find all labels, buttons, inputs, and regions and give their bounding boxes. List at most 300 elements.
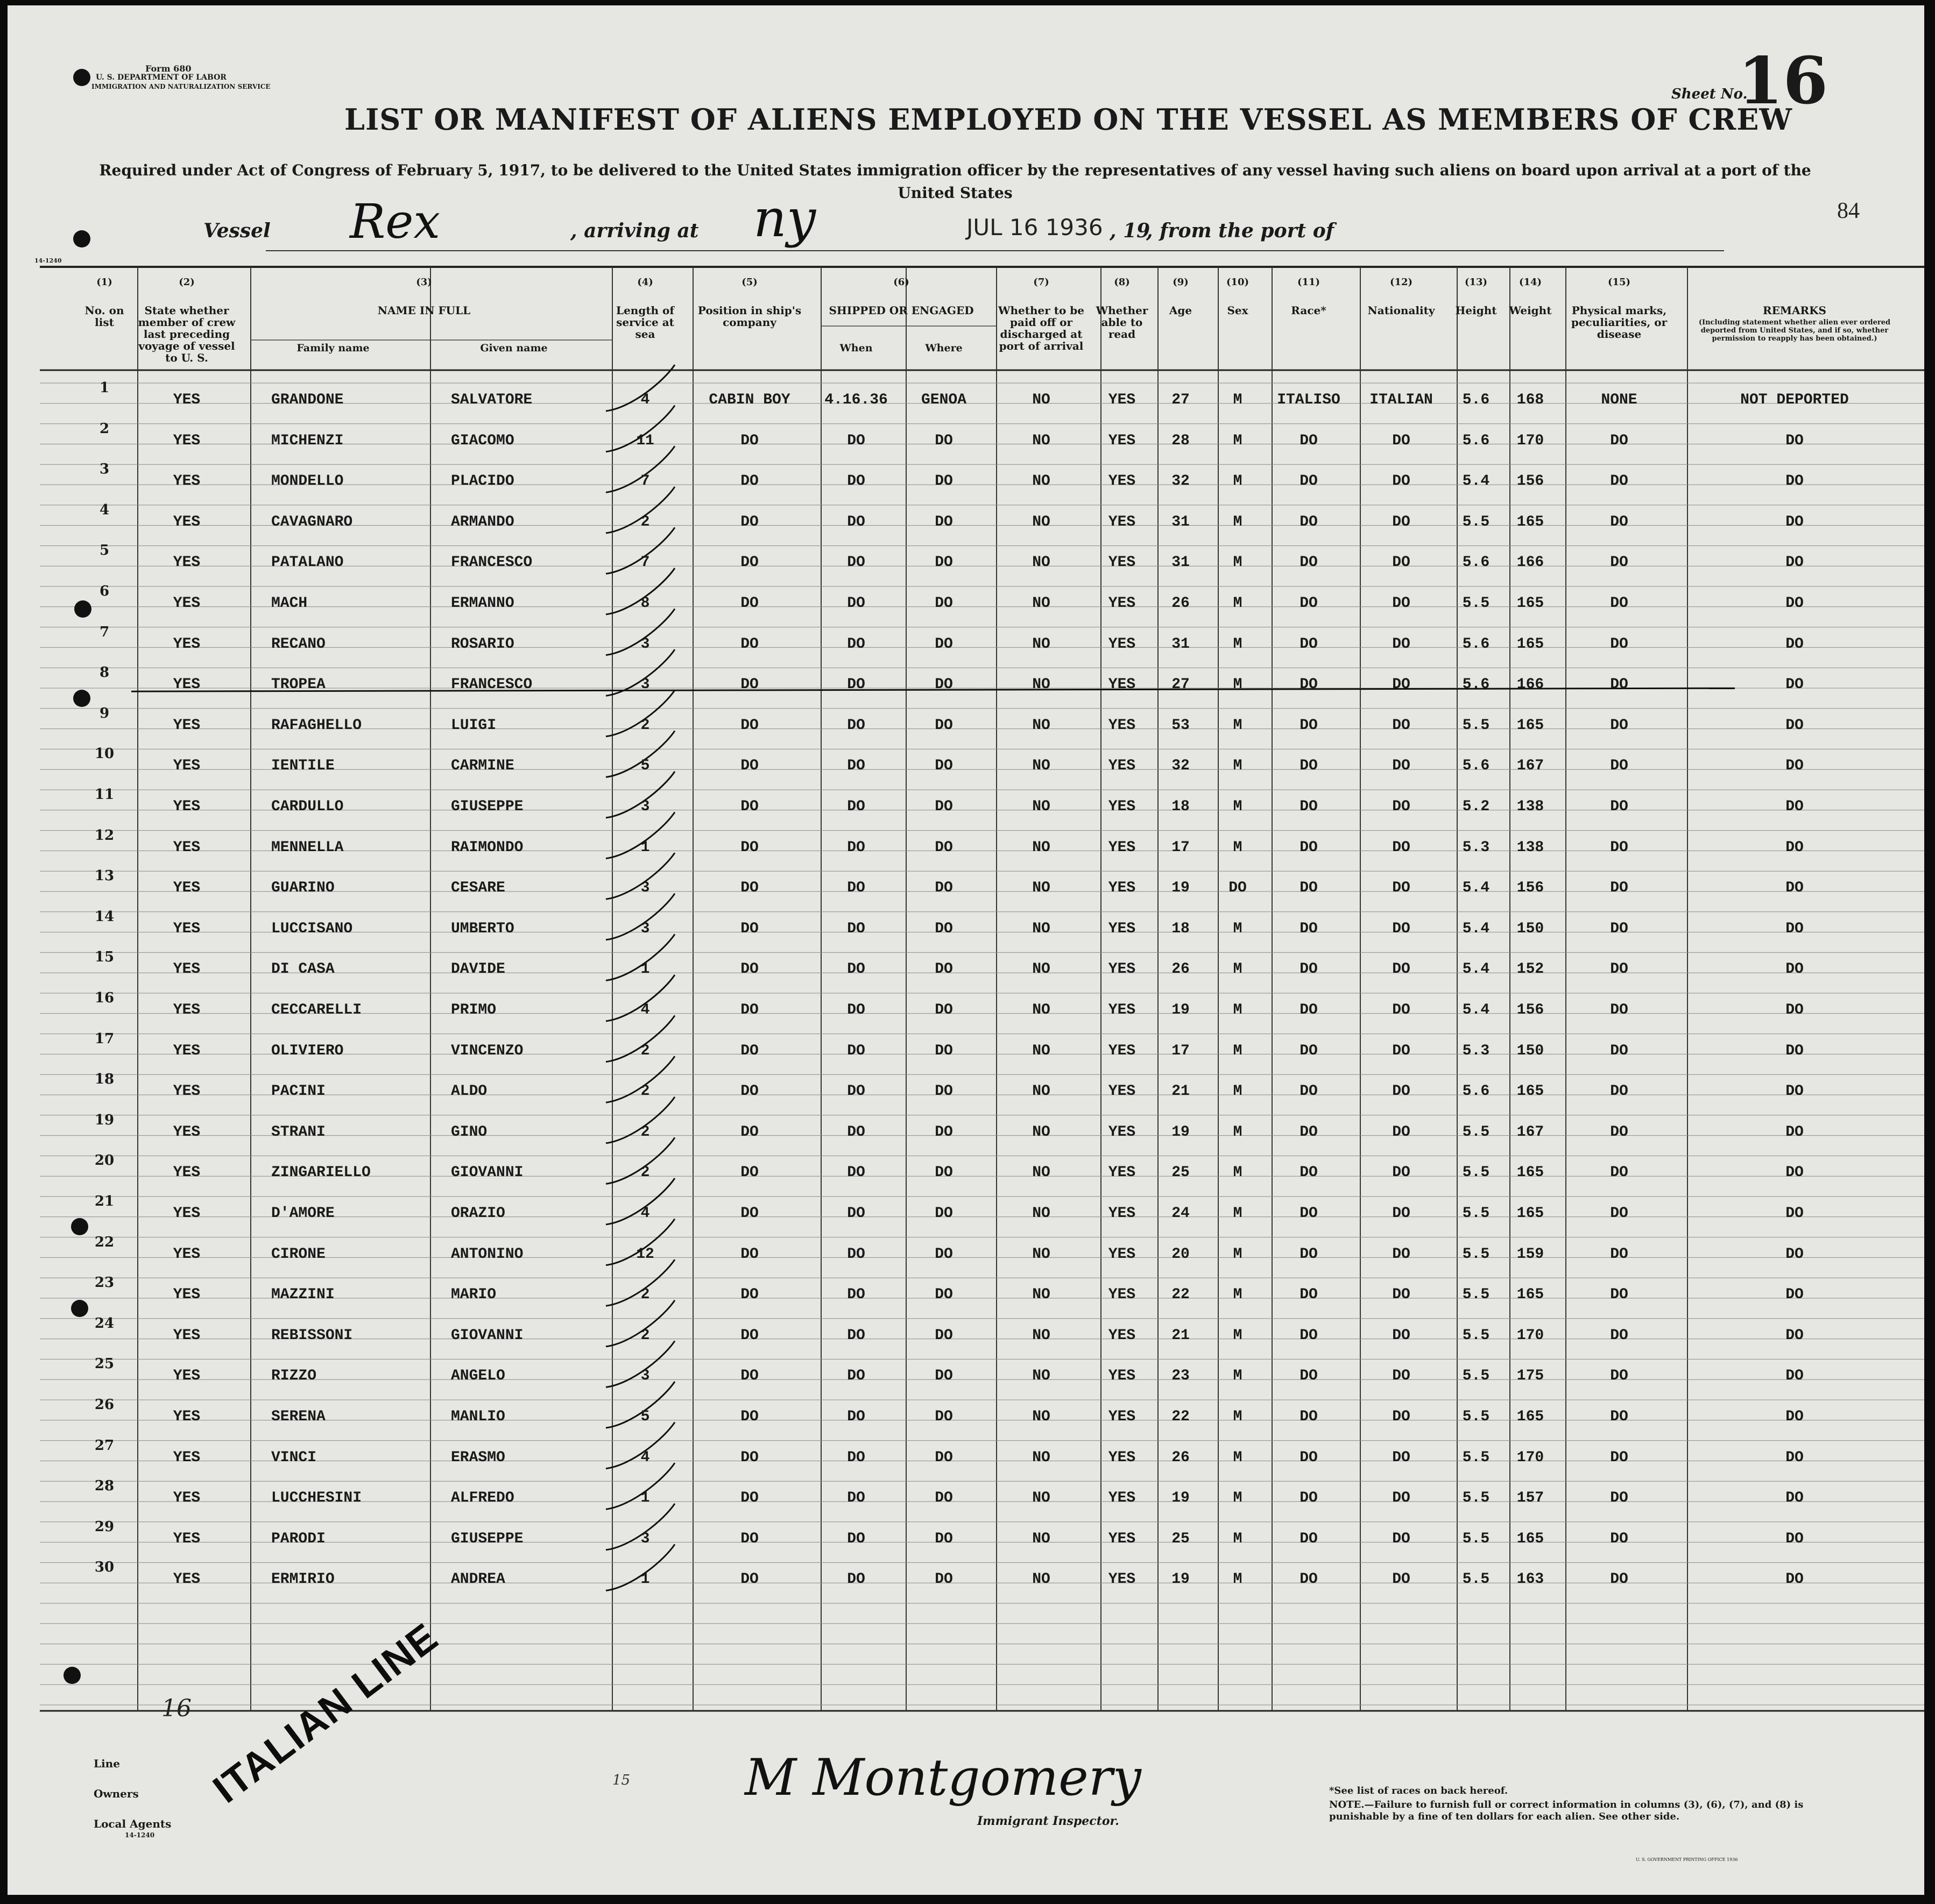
column-header: Whether to be paid off or discharged at port of arrival [998, 304, 1084, 352]
table-cell: 3 [640, 1530, 650, 1547]
table-cell: M [1233, 432, 1242, 449]
table-cell: M [1233, 839, 1242, 856]
table-cell: ORAZIO [451, 1205, 505, 1222]
table-cell: YES [173, 432, 201, 449]
table-cell: DO [847, 1490, 865, 1507]
row-number: 2 [99, 420, 110, 437]
table-cell: DO [847, 1408, 865, 1425]
inspector-label: Immigrant Inspector. [977, 1814, 1119, 1828]
table-cell: YES [1108, 1002, 1136, 1018]
table-cell: DO [1785, 839, 1804, 856]
table-cell: DO [1392, 1327, 1410, 1344]
table-cell: 5.5 [1462, 1205, 1490, 1222]
table-cell: DO [740, 1368, 759, 1385]
table-cell: DO [1392, 554, 1410, 571]
table-cell: MICHENZI [271, 432, 344, 449]
table-cell: 170 [1516, 1327, 1544, 1344]
table-cell: 4 [640, 1449, 650, 1466]
table-cell: DO [1300, 554, 1318, 571]
column-number: (14) [1519, 277, 1542, 288]
table-cell: DO [935, 1408, 953, 1425]
table-cell: DO [1300, 1530, 1318, 1547]
table-cell: 2 [640, 1083, 650, 1100]
table-cell: YES [1108, 1530, 1136, 1547]
table-cell: 4 [640, 392, 650, 408]
table-cell: REBISSONI [271, 1327, 353, 1344]
table-cell: M [1233, 1449, 1242, 1466]
table-cell: DO [935, 1490, 953, 1507]
table-cell: YES [1108, 839, 1136, 856]
table-cell: DO [1392, 961, 1410, 978]
table-cell: YES [1108, 1327, 1136, 1344]
table-cell: 53 [1171, 717, 1190, 734]
table-cell: RIZZO [271, 1368, 317, 1385]
table-cell: 5.5 [1462, 1408, 1490, 1425]
table-cell: YES [1108, 1368, 1136, 1385]
table-cell: OLIVIERO [271, 1042, 344, 1059]
table-cell: DO [740, 1286, 759, 1304]
table-cell: VINCENZO [451, 1042, 524, 1059]
table-cell: DO [935, 1083, 953, 1100]
table-cell: DO [740, 1123, 759, 1141]
table-cell: NO [1032, 1123, 1050, 1141]
table-cell: DO [1785, 473, 1804, 490]
owners-label: Owners [94, 1787, 139, 1800]
table-cell: DO [935, 513, 953, 530]
table-cell: 5.6 [1462, 676, 1490, 693]
table-cell: M [1233, 473, 1242, 490]
row-number: 30 [94, 1559, 115, 1576]
column-header: State whether member of crew last preceding voyage of vessel to U. S. [138, 304, 236, 364]
table-cell: DO [935, 473, 953, 490]
table-cell: YES [1108, 432, 1136, 449]
table-cell: DO [847, 513, 865, 530]
sheet-label: Sheet No. [1671, 86, 1748, 102]
table-cell: DO [740, 1083, 759, 1100]
table-cell: 19 [1171, 1490, 1190, 1507]
table-cell: ALFREDO [451, 1490, 514, 1507]
table-cell: DO [1610, 1245, 1628, 1263]
form-department: U. S. DEPARTMENT OF LABOR [96, 73, 227, 82]
table-cell: M [1233, 1571, 1242, 1588]
table-cell: 5.2 [1462, 798, 1490, 815]
table-cell: GIOVANNI [451, 1164, 524, 1181]
table-cell: 166 [1516, 676, 1544, 693]
table-cell: DO [1610, 961, 1628, 978]
table-cell: 21 [1171, 1327, 1190, 1344]
binder-hole [73, 690, 90, 707]
table-cell: 32 [1171, 473, 1190, 490]
table-cell: YES [173, 1327, 201, 1344]
table-cell: M [1233, 1205, 1242, 1222]
table-cell: DO [1610, 595, 1628, 612]
table-cell: DO [1392, 717, 1410, 734]
local-agents-label: Local Agents [94, 1817, 172, 1830]
table-cell: DO [847, 1530, 865, 1547]
table-cell: YES [1108, 920, 1136, 937]
table-cell: 165 [1516, 1083, 1544, 1100]
row-number: 7 [99, 624, 110, 640]
table-cell: DO [1300, 961, 1318, 978]
table-cell: DO [935, 880, 953, 897]
table-cell: DO [847, 676, 865, 693]
table-cell: 26 [1171, 1449, 1190, 1466]
table-cell: 167 [1516, 1123, 1544, 1141]
column-header: Physical marks, peculiarities, or disease [1571, 304, 1668, 341]
table-cell: DO [847, 1245, 865, 1263]
binder-hole [73, 69, 90, 86]
row-number: 9 [99, 705, 110, 721]
table-cell: 19 [1171, 880, 1190, 897]
table-cell: YES [173, 1245, 201, 1263]
table-cell: 5.6 [1462, 432, 1490, 449]
page-title: LIST OR MANIFEST OF ALIENS EMPLOYED ON THE VESSEL AS MEMBERS OF CREW [344, 102, 1793, 137]
table-cell: DO [740, 432, 759, 449]
table-cell: CARDULLO [271, 798, 344, 815]
table-cell: 165 [1516, 1286, 1544, 1304]
table-cell: 5.4 [1462, 880, 1490, 897]
table-cell: DO [1610, 432, 1628, 449]
table-cell: 11 [636, 432, 654, 449]
table-cell: DO [740, 1449, 759, 1466]
table-cell: 5.5 [1462, 1368, 1490, 1385]
row-number: 16 [94, 990, 115, 1006]
column-header: Height [1455, 304, 1497, 317]
table-cell: ERMANNO [451, 595, 514, 612]
table-cell: DO [1300, 1245, 1318, 1263]
table-cell: DO [1785, 554, 1804, 571]
table-cell: 159 [1516, 1245, 1544, 1263]
column-number: (15) [1607, 277, 1631, 288]
table-cell: DO [1610, 473, 1628, 490]
table-cell: 4 [640, 1002, 650, 1018]
table-cell: 5.4 [1462, 920, 1490, 937]
table-cell: M [1233, 1530, 1242, 1547]
table-cell: DO [1610, 1368, 1628, 1385]
table-cell: ANDREA [451, 1571, 505, 1588]
table-cell: 5.5 [1462, 1286, 1490, 1304]
table-cell: NO [1032, 758, 1050, 775]
table-cell: 150 [1516, 920, 1544, 937]
table-cell: NO [1032, 513, 1050, 530]
table-cell: YES [173, 1042, 201, 1059]
table-cell: 156 [1516, 1002, 1544, 1018]
row-number: 10 [94, 746, 115, 762]
table-cell: 5.5 [1462, 1327, 1490, 1344]
row-number: 12 [94, 827, 115, 844]
column-header: NAME IN FULL [377, 304, 471, 317]
table-cell: 1 [640, 1490, 650, 1507]
table-cell: DI CASA [271, 961, 335, 978]
table-cell: DO [935, 1123, 953, 1141]
table-cell: DO [1300, 1449, 1318, 1466]
inspector-signature: M Montgomery [745, 1749, 1141, 1807]
table-cell: DO [1300, 758, 1318, 775]
table-cell: DO [847, 1042, 865, 1059]
table-cell: DO [1392, 1042, 1410, 1059]
table-cell: DO [740, 717, 759, 734]
table-cell: YES [173, 1408, 201, 1425]
table-cell: DO [740, 798, 759, 815]
manifest-sheet [8, 5, 1924, 1895]
table-cell: DO [1785, 676, 1804, 693]
row-number: 18 [94, 1071, 115, 1088]
table-cell: MAZZINI [271, 1286, 335, 1304]
column-number: (12) [1389, 277, 1413, 288]
table-cell: DO [1785, 1245, 1804, 1263]
row-number: 29 [94, 1518, 115, 1535]
table-cell: DO [1785, 1408, 1804, 1425]
table-cell: CARMINE [451, 758, 514, 775]
table-cell: DO [1392, 1286, 1410, 1304]
column-number: (3) [416, 277, 432, 288]
table-cell: NO [1032, 798, 1050, 815]
table-cell: CABIN BOY [709, 392, 790, 408]
table-cell: DO [847, 1083, 865, 1100]
table-cell: M [1233, 1327, 1242, 1344]
table-cell: YES [173, 1083, 201, 1100]
table-cell: 5.5 [1462, 1490, 1490, 1507]
row-number: 4 [99, 501, 110, 518]
table-cell: M [1233, 758, 1242, 775]
table-cell: DO [740, 1164, 759, 1181]
table-cell: GIUSEPPE [451, 1530, 524, 1547]
table-cell: YES [1108, 554, 1136, 571]
table-cell: 165 [1516, 595, 1544, 612]
table-cell: DO [1610, 1408, 1628, 1425]
table-cell: NO [1032, 1245, 1050, 1263]
table-cell: SERENA [271, 1408, 326, 1425]
table-cell: 26 [1171, 595, 1190, 612]
form-number: Form 680 [145, 63, 192, 74]
table-cell: 170 [1516, 432, 1544, 449]
table-cell: NO [1032, 1368, 1050, 1385]
table-cell: DO [1785, 758, 1804, 775]
table-cell: 18 [1171, 798, 1190, 815]
table-cell: 163 [1516, 1571, 1544, 1588]
column-header: REMARKS [1763, 304, 1826, 317]
table-cell: DO [847, 961, 865, 978]
table-cell: DO [847, 1205, 865, 1222]
table-cell: NO [1032, 635, 1050, 653]
row-number: 17 [94, 1030, 115, 1047]
table-cell: DO [935, 676, 953, 693]
table-cell: DO [740, 1042, 759, 1059]
table-cell: FRANCESCO [451, 554, 533, 571]
column-number: (6) [893, 277, 909, 288]
table-cell: DO [935, 1002, 953, 1018]
table-cell: 5.5 [1462, 1530, 1490, 1547]
table-cell: ANTONINO [451, 1245, 524, 1263]
table-cell: DO [1785, 961, 1804, 978]
table-cell: DO [740, 635, 759, 653]
table-cell: 5.6 [1462, 392, 1490, 408]
table-cell: 2 [640, 717, 650, 734]
table-cell: DO [740, 1245, 759, 1263]
table-cell: YES [1108, 1083, 1136, 1100]
table-cell: 5 [640, 1408, 650, 1425]
table-cell: DO [740, 1530, 759, 1547]
table-cell: YES [1108, 1408, 1136, 1425]
table-cell: NO [1032, 1571, 1050, 1588]
table-cell: NO [1032, 920, 1050, 937]
table-cell: DO [847, 717, 865, 734]
table-cell: 165 [1516, 635, 1544, 653]
column-subheader: When [839, 342, 873, 354]
column-number: (5) [741, 277, 758, 288]
table-cell: 31 [1171, 513, 1190, 530]
column-number: (7) [1033, 277, 1049, 288]
table-cell: 165 [1516, 1205, 1544, 1222]
table-cell: CIRONE [271, 1245, 326, 1263]
table-cell: DO [1785, 635, 1804, 653]
table-cell: TROPEA [271, 676, 326, 693]
table-cell: ARMANDO [451, 513, 514, 530]
table-cell: DO [1392, 595, 1410, 612]
table-cell: DO [1392, 432, 1410, 449]
table-cell: 2 [640, 1042, 650, 1059]
table-cell: NO [1032, 1327, 1050, 1344]
table-cell: DO [1300, 676, 1318, 693]
form-rulings [8, 5, 1924, 1895]
row-number: 27 [94, 1437, 115, 1454]
column-header: Age [1169, 304, 1192, 317]
row-number: 6 [99, 583, 110, 599]
table-cell: DO [1610, 513, 1628, 530]
row-number: 14 [94, 908, 115, 925]
table-cell: CAVAGNARO [271, 513, 353, 530]
table-cell: 3 [640, 798, 650, 815]
table-cell: M [1233, 1042, 1242, 1059]
table-cell: YES [173, 798, 201, 815]
table-cell: NO [1032, 1205, 1050, 1222]
row-number: 13 [94, 868, 115, 884]
table-cell: NO [1032, 595, 1050, 612]
table-cell: YES [173, 717, 201, 734]
table-cell: DO [1785, 1123, 1804, 1141]
table-cell: DO [1300, 1571, 1318, 1588]
table-cell: DO [935, 1286, 953, 1304]
table-cell: DO [1610, 920, 1628, 937]
table-cell: DO [1610, 1490, 1628, 1507]
row-number: 8 [99, 664, 110, 681]
table-cell: DO [1610, 1002, 1628, 1018]
table-cell: DO [740, 961, 759, 978]
table-cell: YES [1108, 1490, 1136, 1507]
table-cell: M [1233, 595, 1242, 612]
table-cell: DO [1392, 1368, 1410, 1385]
table-cell: DO [1392, 1002, 1410, 1018]
table-cell: D'AMORE [271, 1205, 335, 1222]
row-number: 23 [94, 1275, 115, 1291]
table-cell: 2 [640, 513, 650, 530]
column-header: SHIPPED OR ENGAGED [829, 304, 974, 317]
table-cell: M [1233, 1002, 1242, 1018]
row-number: 15 [94, 949, 115, 966]
table-cell: DO [1785, 1449, 1804, 1466]
table-cell: YES [173, 554, 201, 571]
table-cell: DO [740, 554, 759, 571]
table-cell: DO [1785, 1530, 1804, 1547]
table-cell: YES [173, 1123, 201, 1141]
table-cell: 23 [1171, 1368, 1190, 1385]
binder-hole [63, 1667, 81, 1684]
table-cell: 3 [640, 880, 650, 897]
column-header: Whether able to read [1096, 304, 1148, 341]
table-cell: YES [173, 1002, 201, 1018]
table-cell: DO [1300, 1042, 1318, 1059]
column-header: Race* [1291, 304, 1326, 317]
table-cell: DO [740, 473, 759, 490]
table-cell: PATALANO [271, 554, 344, 571]
table-cell: 5.5 [1462, 1571, 1490, 1588]
column-header: Length of service at sea [616, 304, 674, 341]
column-number: (8) [1114, 277, 1130, 288]
table-cell: DO [935, 1449, 953, 1466]
table-cell: 170 [1516, 1449, 1544, 1466]
table-cell: DO [1785, 1327, 1804, 1344]
table-cell: CESARE [451, 880, 505, 897]
table-cell: 175 [1516, 1368, 1544, 1385]
table-cell: YES [173, 595, 201, 612]
table-cell: DO [847, 880, 865, 897]
table-cell: 3 [640, 676, 650, 693]
table-cell: DO [1300, 717, 1318, 734]
table-cell: 27 [1171, 392, 1190, 408]
table-cell: 8 [640, 595, 650, 612]
table-cell: PLACIDO [451, 473, 514, 490]
line-label: Line [94, 1757, 120, 1770]
table-cell: DO [1300, 798, 1318, 815]
table-cell: DO [1392, 1083, 1410, 1100]
table-cell: CECCARELLI [271, 1002, 362, 1018]
table-cell: DO [1300, 1083, 1318, 1100]
table-cell: DO [1392, 1530, 1410, 1547]
table-cell: YES [173, 1530, 201, 1547]
table-cell: YES [173, 1368, 201, 1385]
table-cell: M [1233, 676, 1242, 693]
table-cell: YES [1108, 798, 1136, 815]
table-cell: 32 [1171, 758, 1190, 775]
table-cell: YES [1108, 758, 1136, 775]
table-cell: DO [740, 1571, 759, 1588]
table-cell: YES [173, 635, 201, 653]
table-cell: DO [740, 676, 759, 693]
arrival-date-stamp: JUL 16 1936 [966, 214, 1103, 240]
table-cell: NO [1032, 432, 1050, 449]
table-cell: ALDO [451, 1083, 488, 1100]
table-cell: MANLIO [451, 1408, 505, 1425]
column-number: (1) [96, 277, 112, 288]
table-cell: 21 [1171, 1083, 1190, 1100]
table-cell: DO [1392, 798, 1410, 815]
table-cell: VINCI [271, 1449, 317, 1466]
table-cell: 4 [640, 1205, 650, 1222]
italian-line-stamp: ITALIAN LINE [204, 1614, 447, 1812]
table-cell: DO [1610, 1286, 1628, 1304]
table-cell: UMBERTO [451, 920, 514, 937]
table-cell: DO [935, 758, 953, 775]
column-subheader: Given name [480, 342, 548, 354]
table-cell: 24 [1171, 1205, 1190, 1222]
table-cell: YES [1108, 1042, 1136, 1059]
table-cell: YES [1108, 1449, 1136, 1466]
table-cell: 22 [1171, 1286, 1190, 1304]
row-number: 3 [99, 461, 110, 478]
table-cell: DO [847, 920, 865, 937]
table-cell: 7 [640, 473, 650, 490]
table-cell: DO [935, 432, 953, 449]
